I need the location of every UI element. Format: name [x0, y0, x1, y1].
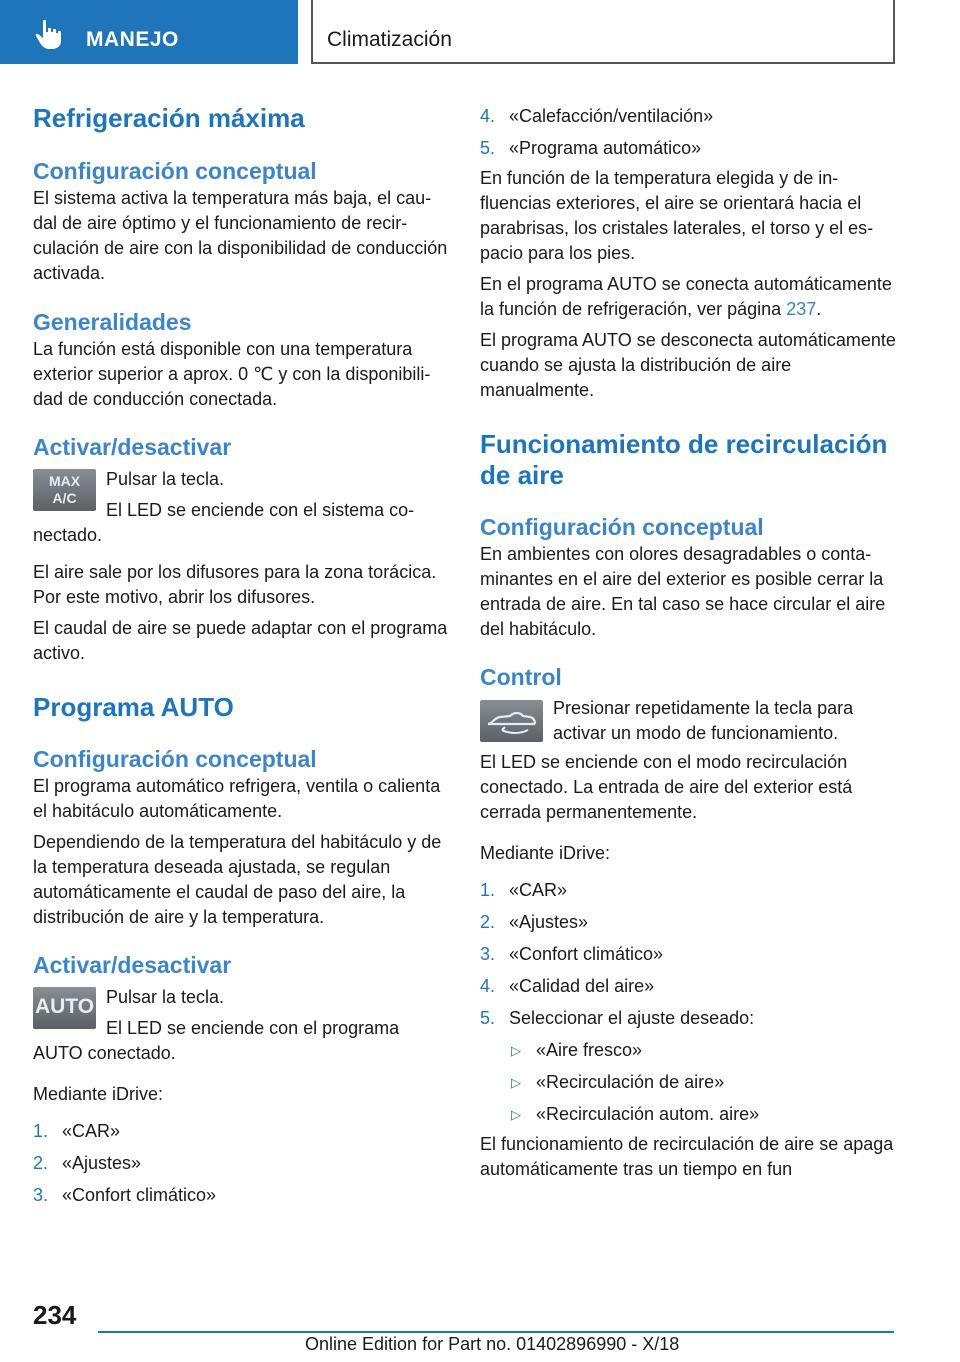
triangle-bullet-icon: ▷ [511, 1043, 521, 1058]
page-number: 234 [33, 1300, 77, 1330]
list-item: 2. «Ajustes» [480, 912, 589, 932]
idrive-steps-list [480, 878, 896, 1031]
paragraph: En el programa AUTO se conecta automáticamente la función de refrigeración, ver página 237. [480, 274, 892, 319]
list-item: 4. «Calidad del aire» [480, 976, 655, 996]
footer-divider [98, 1331, 894, 1333]
paragraph: El LED se enciende con el modo recirculación conectado. La entrada de aire del exterior está cerrada permanentemente. [480, 752, 853, 822]
list-item: 5. Seleccionar el ajuste deseado: [480, 1008, 755, 1028]
list-item: 5. «Programa automático» [480, 138, 702, 158]
paragraph: El programa automático refrigera, ventila o calienta el habitáculo automáticamente. [33, 776, 441, 821]
heading-funcionamiento-recirculacion: Funcionamiento de recirculación de aire [480, 429, 888, 490]
paragraph: En ambientes con olores desagradables o contaminantes en el aire del exterior es posible cerrar la entrada de aire. En tal caso se hace circular el aire del habitáculo. [480, 544, 886, 639]
triangle-bullet-icon: ▷ [511, 1107, 521, 1122]
idrive-steps-list [33, 1119, 449, 1208]
chapter-title: Climatización [327, 28, 452, 51]
recirculation-button-icon [480, 700, 543, 742]
sub-list-item: ▷ «Recirculación autom. aire» [509, 1102, 896, 1127]
paragraph: El sistema activa la temperatura más baja, el caudal de aire óptimo y el funcionamiento de recirculación de aire con la disponibilidad de conducción activada. [33, 188, 448, 283]
left-column [33, 96, 449, 1215]
footer-edition: Online Edition for Part no. 01402896990 - X/18 [305, 1334, 680, 1354]
page-link[interactable]: 237 [786, 299, 817, 319]
triangle-bullet-icon: ▷ [511, 1075, 521, 1090]
heading-configuracion-conceptual: Configuración conceptual [33, 746, 317, 772]
paragraph: El caudal de aire se puede adaptar con el programa activo. [33, 618, 448, 663]
heading-activar-desactivar: Activar/desactivar [33, 952, 232, 978]
paragraph: Pulsar la tecla. [106, 987, 225, 1007]
list-item: 2. «Ajustes» [33, 1153, 142, 1173]
section-tab[interactable] [0, 0, 298, 64]
max-ac-button-icon: MAX A/C [33, 469, 96, 511]
paragraph: Mediante iDrive: [480, 843, 611, 863]
sub-list-item: ▷ «Recirculación de aire» [509, 1070, 896, 1095]
paragraph: El aire sale por los difusores para la zona torácica. Por este motivo, abrir los difusores. [33, 562, 437, 607]
paragraph: Dependiendo de la temperatura del habitáculo y de la temperatura deseada ajustada, se regulan automáticamente el caudal de paso del aire, la distribución de aire y la temperatura. [33, 832, 442, 927]
paragraph: El programa AUTO se desconecta automáticamente cuando se ajusta la distribución de aire manualmente. [480, 330, 896, 400]
heading-generalidades: Generalidades [33, 309, 192, 335]
paragraph: El LED se enciende con el programa AUTO conectado. [33, 1018, 400, 1063]
paragraph: Pulsar la tecla. [106, 469, 225, 489]
list-item: 1. «CAR» [33, 1121, 121, 1141]
heading-programa-auto: Programa AUTO [33, 692, 234, 722]
heading-configuracion-conceptual: Configuración conceptual [33, 158, 317, 184]
list-item: 3. «Confort climático» [33, 1185, 217, 1205]
heading-refrigeracion-maxima: Refrigeración máxima [33, 103, 305, 133]
option-sublist [509, 1038, 896, 1127]
list-item: 1. «CAR» [480, 880, 568, 900]
paragraph: El funcionamiento de recirculación de aire se apaga automáticamente tras un tiempo en fun [480, 1134, 894, 1179]
heading-control: Control [480, 664, 562, 690]
heading-configuracion-conceptual: Configuración conceptual [480, 514, 764, 540]
auto-button-icon: AUTO [33, 987, 96, 1029]
section-label: MANEJO [86, 28, 179, 51]
paragraph: El LED se enciende con el sistema conectado. [33, 500, 415, 545]
list-item: 4. «Calefacción/ventilación» [480, 106, 714, 126]
sub-list-item: ▷ «Aire fresco» [509, 1038, 896, 1063]
paragraph: Presionar repetidamente la tecla para activar un modo de funcionamiento. [553, 698, 854, 743]
idrive-steps-list-continued [480, 104, 896, 161]
right-column [480, 96, 896, 1182]
hand-pointer-icon [34, 17, 68, 51]
list-item: 3. «Confort climático» [480, 944, 664, 964]
paragraph: Mediante iDrive: [33, 1084, 164, 1104]
paragraph: En función de la temperatura elegida y de influencias exteriores, el aire se orientará hacia el parabrisas, los cristales laterales, el torso y el espacio para los pies. [480, 168, 874, 263]
heading-activar-desactivar: Activar/desactivar [33, 434, 232, 460]
chapter-header [311, 0, 895, 64]
paragraph: La función está disponible con una temperatura exterior superior a aprox. 0 ℃ y con la disponibilidad de conducción conectada. [33, 339, 431, 409]
